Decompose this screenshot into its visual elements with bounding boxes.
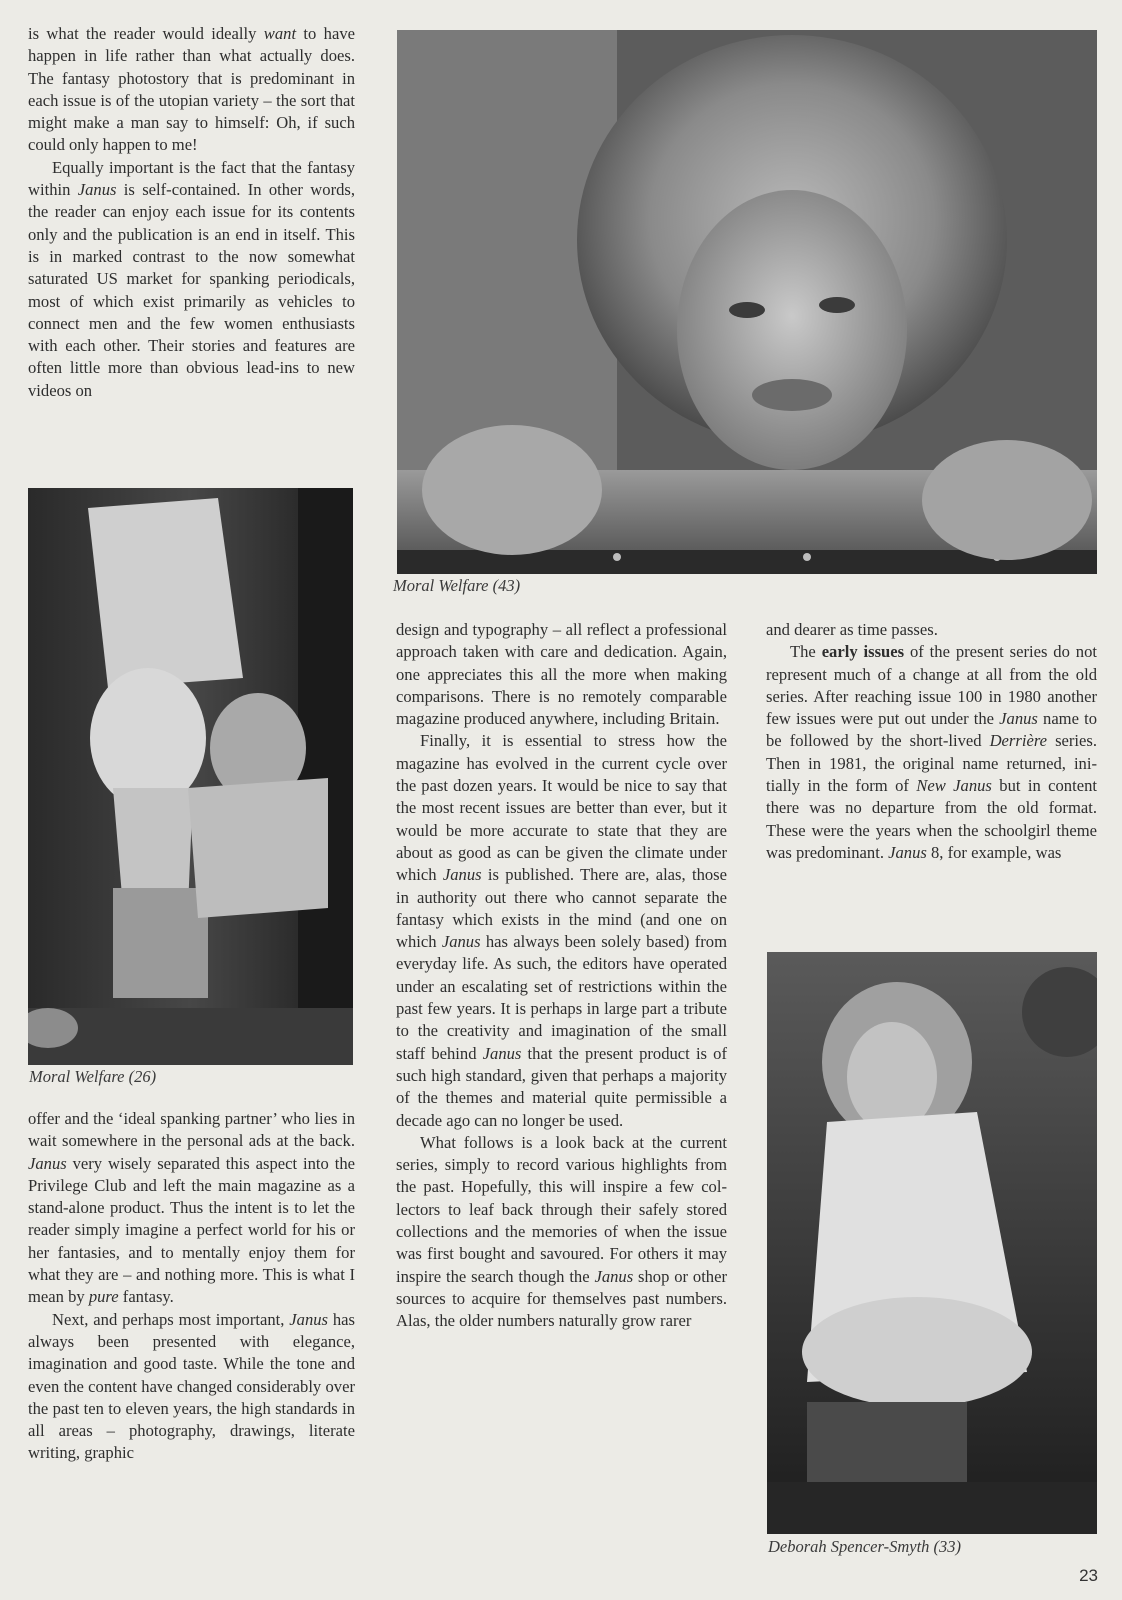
paragraph: offer and the ‘ideal spanking partner’ who lies in wait somewhere in the personal ads at the back. Janus very wisely separated this aspect into the Privilege Club and left the main magazine as a stand-alone product. Thus the intent is to let the reader simply imagine a perfect world for his or her fantasies, and to mentally enjoy them for what they are – and nothing more. This is what I mean by pure fantasy. <box>28 1109 355 1307</box>
column-1-top-text <box>28 23 355 402</box>
paragraph: Next, and perhaps most important, Janus has always been presented with elegance, imagination and good taste. While the tone and even the content have changed considerably over the past ten to eleven years, the high standards in all areas – photography, drawings, literate writing, graphic <box>28 1309 355 1463</box>
paragraph: and dearer as time passes. <box>766 620 938 639</box>
seated-figure-illustration <box>767 952 1097 1534</box>
column-1-bottom-text <box>28 1108 355 1465</box>
top-photo-caption: Moral Welfare (43) <box>393 576 521 595</box>
page-number: 23 <box>1079 1566 1098 1585</box>
paragraph: design and typography – all reflect a professional approach taken with care and dedication. Again, one appreciates this all the more when making comparisons. There is no remotely comparable magazine produced anywhere, including Britain. <box>396 620 727 729</box>
left-photo-caption: Moral Welfare (26) <box>29 1067 157 1086</box>
paragraph: The early issues of the present series do not represent much of a change at all from the old series. After reaching issue 100 in 1980 another few issues were put out under the Janus name to be followed by the short-lived Derrière series. Then in 1981, the original name returned, initially in the form of New Janus but in content there was no departure from the old format. These were the years when the schoolgirl theme was predominant. Janus 8, for example, was <box>766 642 1098 862</box>
column-2-text <box>396 619 727 1333</box>
right-photo-caption: Deborah Spencer-Smyth (33) <box>768 1537 962 1556</box>
scene-photo-illustration <box>28 488 353 1065</box>
left-photo <box>28 488 353 1065</box>
portrait-photo-illustration <box>397 30 1097 574</box>
paragraph: is what the reader would ideally want to have happen in life rather than what actually does. The fantasy photostory that is predominant in each issue is of the utopian variety – the sort that might make a man say to himself: Oh, if such could only happen to me! <box>28 24 355 155</box>
right-photo <box>767 952 1097 1534</box>
paragraph: Equally important is the fact that the fantasy within Janus is self-contained. In other words, the reader can enjoy each issue for its contents only and the publication is an end in itself. This is in marked contrast to the now somewhat saturated US market for spanking periodicals, most of which exist primarily as vehicles to connect men and the few women enthusiasts with each other. Their stories and features are often little more than obvious lead-ins to new videos on <box>28 157 355 400</box>
top-photo <box>397 30 1097 574</box>
paragraph: What follows is a look back at the current series, simply to record various highlights from the past. Hopefully, this will inspire a few collectors to leaf back through their safely stored collections and the memories of when the issue was first bought and savoured. For others it may inspire the search though the Janus shop or other sources to acquire for themselves past numbers. Alas, the older numbers naturally grow rarer <box>396 1132 727 1331</box>
column-3-text <box>766 619 1097 864</box>
paragraph: Finally, it is essential to stress how the magazine has evolved in the current cycle over the past dozen years. It would be nice to say that the most recent issues are better than ever, but it would be more accurate to state that they are about as good as can be given the climate under which Janus is published. There are, alas, those in authority out there who cannot separate the fantasy which exists in the mind (and one on which Janus has always been solely based) from everyday life. As such, the editors have operated under an escalating set of restrictions within the past few years. It is perhaps in large part a tribute to the creativity and imagination of the small staff behind Janus that the present product is of such high standard, given that perhaps a majority of the themes and material quite permissible a decade ago can no longer be used. <box>396 731 727 1130</box>
